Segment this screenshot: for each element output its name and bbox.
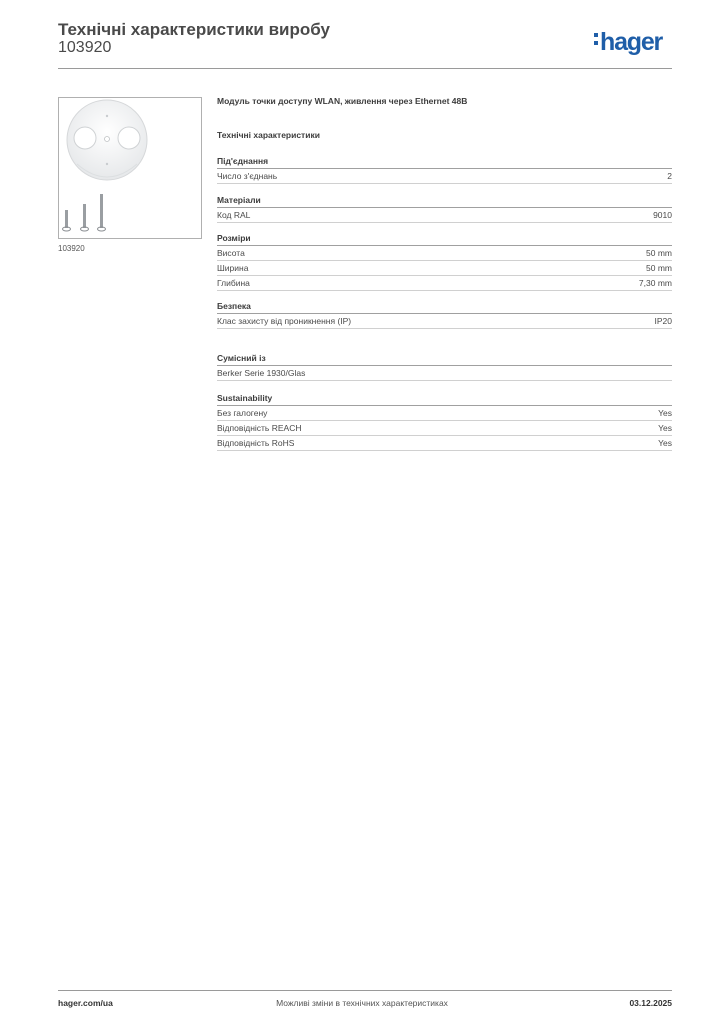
spec-row — [217, 366, 672, 381]
header-divider — [58, 68, 672, 69]
product-image-caption: 103920 — [58, 244, 85, 253]
spec-row — [217, 276, 672, 291]
spec-row — [217, 421, 672, 436]
page-title: Технічні характеристики виробу — [58, 20, 330, 39]
section-sustainability — [217, 391, 672, 451]
spec-value: 2 — [667, 171, 672, 181]
section-title: Сумісний із — [217, 351, 672, 366]
specs-heading: Технічні характеристики — [217, 130, 320, 140]
section-title: Під'єднання — [217, 154, 672, 169]
hager-logo — [594, 27, 662, 57]
spec-label: Глибина — [217, 278, 250, 288]
spec-value: 50 mm — [646, 263, 672, 273]
spec-label: Висота — [217, 248, 245, 258]
footer-date: 03.12.2025 — [629, 998, 672, 1008]
spec-row — [217, 246, 672, 261]
product-description: Модуль точки доступу WLAN, живлення через Ethernet 48В — [217, 96, 468, 106]
section-title: Безпека — [217, 299, 672, 314]
spec-row — [217, 261, 672, 276]
footer-divider — [58, 990, 672, 991]
section-safety — [217, 299, 672, 329]
section-connection — [217, 154, 672, 184]
logo-dots-icon — [594, 33, 598, 45]
section-compatible — [217, 351, 672, 381]
spec-label: Код RAL — [217, 210, 251, 220]
spec-value: Yes — [658, 423, 672, 433]
spec-row — [217, 314, 672, 329]
spec-label: Відповідність RoHS — [217, 438, 295, 448]
footer-website-link[interactable]: hager.com/ua — [58, 998, 113, 1008]
section-title: Матеріали — [217, 193, 672, 208]
spec-label: Berker Serie 1930/Glas — [217, 368, 306, 378]
product-code: 103920 — [58, 39, 112, 56]
spec-value: 7,30 mm — [638, 278, 672, 288]
section-materials — [217, 193, 672, 223]
section-title: Розміри — [217, 231, 672, 246]
spec-value: IP20 — [654, 316, 672, 326]
spec-row — [217, 406, 672, 421]
section-title: Sustainability — [217, 391, 672, 406]
spec-value: 9010 — [653, 210, 672, 220]
spec-row — [217, 436, 672, 451]
spec-label: Без галогену — [217, 408, 268, 418]
spec-label: Число з'єднань — [217, 171, 278, 181]
spec-label: Відповідність REACH — [217, 423, 302, 433]
round-cover-with-screws-icon — [59, 98, 201, 238]
spec-value: Yes — [658, 438, 672, 448]
spec-row — [217, 208, 672, 223]
footer-notice: Можливі зміни в технічних характеристиках — [276, 998, 448, 1008]
product-image — [58, 97, 202, 239]
spec-label: Ширина — [217, 263, 249, 273]
section-dimensions — [217, 231, 672, 291]
logo-text: hager — [600, 28, 663, 56]
spec-label: Клас захисту від проникнення (IP) — [217, 316, 352, 326]
spec-row — [217, 169, 672, 184]
spec-value: Yes — [658, 408, 672, 418]
spec-value: 50 mm — [646, 248, 672, 258]
